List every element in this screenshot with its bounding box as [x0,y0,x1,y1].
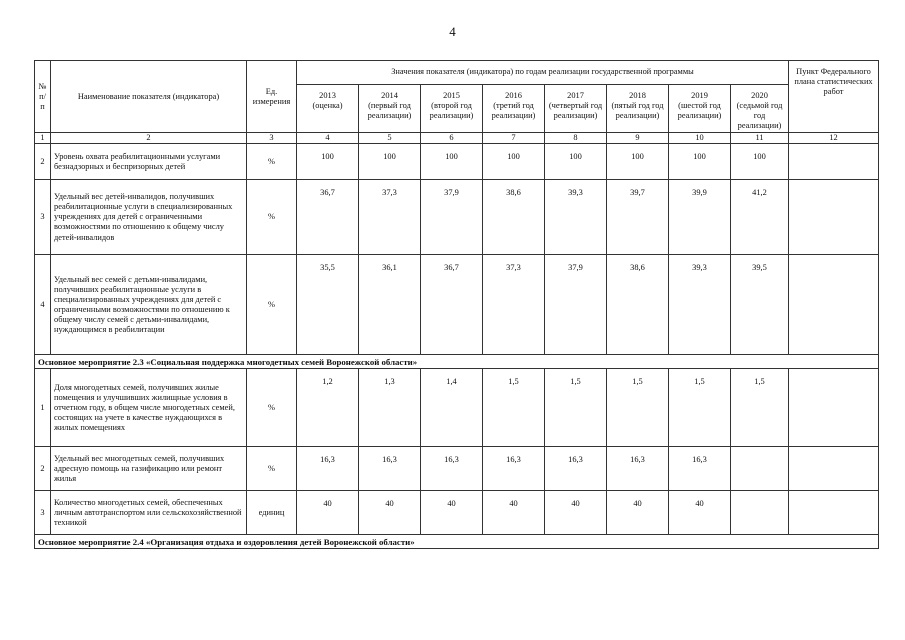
header-col-no: № п/п [35,61,51,133]
header-col-unit: Ед. измерения [247,61,297,133]
value-cell: 39,5 [731,255,789,355]
value-cell: 100 [297,144,359,180]
plan-cell [789,491,879,535]
unit-cell: % [247,180,297,255]
column-number: 2 [51,133,247,144]
plan-cell [789,447,879,491]
value-cell: 40 [607,491,669,535]
indicator-name: Количество многодетных семей, обеспеченных личным автотранспортом или сельскохозяйственной техникой [51,491,247,535]
value-cell: 37,9 [421,180,483,255]
value-cell: 16,3 [421,447,483,491]
indicator-name: Удельный вес многодетных семей, получивших адресную помощь на газификацию или ремонт жилья [51,447,247,491]
year-label: 2019 [691,91,708,100]
year-label: 2015 [443,91,460,100]
header-year-2014 [359,85,421,133]
section-title-2-4: Основное мероприятие 2.4 «Организация отдыха и оздоровления детей Воронежской области» [35,535,879,549]
value-cell: 1,3 [359,369,421,447]
page-number: 4 [449,24,456,39]
value-cell: 39,3 [669,255,731,355]
value-cell: 39,9 [669,180,731,255]
year-sublabel: (пятый год год реализации) [611,101,664,121]
value-cell: 1,5 [731,369,789,447]
value-cell: 37,3 [483,255,545,355]
value-cell: 16,3 [359,447,421,491]
row-number: 2 [35,447,51,491]
row-number: 3 [35,180,51,255]
header-year-2018 [607,85,669,133]
year-label: 2016 [505,91,522,100]
value-cell: 16,3 [607,447,669,491]
value-cell: 39,3 [545,180,607,255]
table-row [35,144,879,180]
year-label: 2014 [381,91,398,100]
indicator-name: Доля многодетных семей, получивших жилые помещения и улучшивших жилищные условия в отчетном году, в общем числе многодетных семей, состоящих на учете в качестве нуждающихся в жилых помещениях [51,369,247,447]
value-cell: 1,5 [669,369,731,447]
column-number: 11 [731,133,789,144]
value-cell: 16,3 [483,447,545,491]
year-sublabel: (шестой год реализации) [677,101,722,121]
year-label: 2017 [567,91,584,100]
header-year-2013 [297,85,359,133]
section-title-2-3: Основное мероприятие 2.3 «Социальная поддержка многодетных семей Воронежской области» [35,355,879,369]
column-number: 10 [669,133,731,144]
value-cell: 1,5 [483,369,545,447]
column-number: 9 [607,133,669,144]
header-year-2019 [669,85,731,133]
header-group-title: Значения показателя (индикатора) по годам реализации государственной программы [297,61,789,85]
year-label: 2018 [629,91,646,100]
table-row [35,491,879,535]
value-cell: 40 [421,491,483,535]
value-cell: 40 [297,491,359,535]
plan-cell [789,255,879,355]
column-number: 3 [247,133,297,144]
year-sublabel: (первый год реализации) [367,101,412,121]
value-cell: 1,2 [297,369,359,447]
year-sublabel: (оценка) [312,101,343,111]
unit-cell: % [247,144,297,180]
value-cell: 100 [483,144,545,180]
header-year-2020 [731,85,789,133]
value-cell: 40 [483,491,545,535]
value-cell: 37,3 [359,180,421,255]
table-row [35,369,879,447]
table-row [35,255,879,355]
plan-cell [789,144,879,180]
column-number: 1 [35,133,51,144]
value-cell: 36,7 [297,180,359,255]
value-cell: 16,3 [297,447,359,491]
row-number: 3 [35,491,51,535]
year-sublabel: (третий год реализации) [491,101,536,121]
value-cell: 36,7 [421,255,483,355]
value-cell: 100 [545,144,607,180]
value-cell: 40 [669,491,731,535]
header-col-name: Наименование показателя (индикатора) [51,61,247,133]
value-cell: 40 [359,491,421,535]
value-cell: 100 [731,144,789,180]
indicator-name: Уровень охвата реабилитационными услугами безнадзорных и беспризорных детей [51,144,247,180]
year-sublabel: (второй год реализации) [429,101,474,121]
value-cell: 100 [669,144,731,180]
value-cell: 39,7 [607,180,669,255]
column-number: 4 [297,133,359,144]
indicator-name: Удельный вес семей с детьми-инвалидами, получивших реабилитационные услуги в специализированных учреждениях для детей с ограниченными возможностями по отношению к общему числу семей с детьми-инвалидами, нуждающимся в реабилитации [51,255,247,355]
table-row [35,180,879,255]
row-number: 4 [35,255,51,355]
header-year-2015 [421,85,483,133]
table-row [35,447,879,491]
value-cell: 41,2 [731,180,789,255]
value-cell: 16,3 [545,447,607,491]
unit-cell: % [247,447,297,491]
value-cell: 40 [545,491,607,535]
column-number: 12 [789,133,879,144]
indicator-table [34,60,879,549]
value-cell: 100 [359,144,421,180]
unit-cell: % [247,255,297,355]
row-number: 1 [35,369,51,447]
value-cell: 1,5 [545,369,607,447]
year-sublabel: (седьмой год год реализации) [736,101,783,131]
unit-cell: % [247,369,297,447]
value-cell: 100 [607,144,669,180]
column-number: 8 [545,133,607,144]
value-cell [731,447,789,491]
plan-cell [789,180,879,255]
value-cell [731,491,789,535]
row-number: 2 [35,144,51,180]
value-cell: 1,5 [607,369,669,447]
plan-cell [789,369,879,447]
value-cell: 37,9 [545,255,607,355]
value-cell: 36,1 [359,255,421,355]
column-number: 6 [421,133,483,144]
value-cell: 100 [421,144,483,180]
indicator-name: Удельный вес детей-инвалидов, получивших реабилитационные услуги в специализированных учреждениях для детей с ограниченными возможностями по отношению к общему числу детей-инвалидов [51,180,247,255]
year-label: 2013 [319,91,336,100]
value-cell: 38,6 [483,180,545,255]
value-cell: 38,6 [607,255,669,355]
value-cell: 1,4 [421,369,483,447]
year-sublabel: (четвертый год реализации) [548,101,603,121]
header-year-2016 [483,85,545,133]
value-cell: 35,5 [297,255,359,355]
column-number: 7 [483,133,545,144]
header-year-2017 [545,85,607,133]
column-number: 5 [359,133,421,144]
header-col-plan: Пункт Федерального плана статистических работ [789,61,879,133]
value-cell: 16,3 [669,447,731,491]
year-label: 2020 [751,91,768,100]
unit-cell: единиц [247,491,297,535]
